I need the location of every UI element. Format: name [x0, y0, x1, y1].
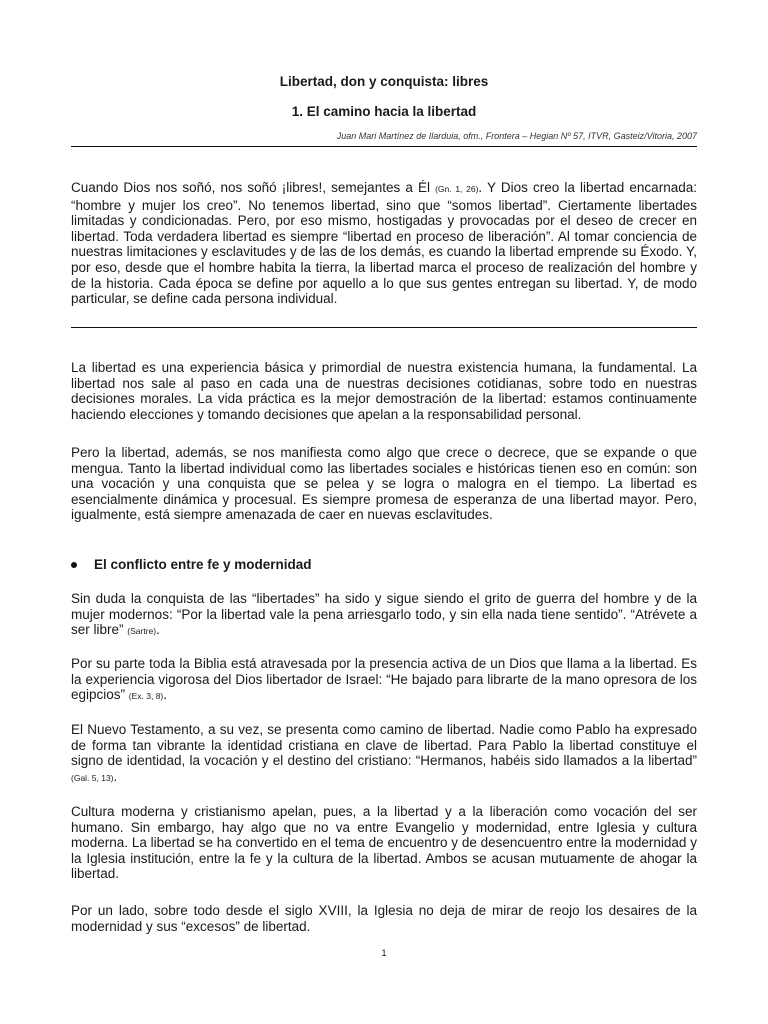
paragraph-3	[71, 591, 697, 640]
intro-text-1: Cuando Dios nos soñó, nos soñó ¡libres!, semejantes a Él	[71, 180, 436, 195]
document-title: Libertad, don y conquista: libres	[279, 74, 489, 89]
intro-text-2: . Y Dios creo la libertad encarnada: “hombre y mujer los creo”. No tenemos libertad, sino que “somos libertad”. Ciertamente libertades limitadas y condicionadas. Pero, por eso mismo, hostigadas y provocadas por el deseo de crecer en libertad. Toda verdadera libertad es siempre “libertad en proceso de liberación”. Al tomar conciencia de nuestras limitaciones y esclavitudes y de las de los demás, es cuando la libertad emprende su Éxodo. Y, por eso, desde que el hombre habita la tierra, la libertad marca el proceso de realización del hombre y de la historia. Cada época se define por aquello a lo que sus gentes entregan su libertad. Y, de modo particular, se define cada persona individual.	[71, 180, 697, 307]
paragraph-2: Pero la libertad, además, se nos manifiesta como algo que crece o decrece, que se expande o que mengua. Tanto la libertad individual como las libertades sociales e históricas tienen eso en común: son una vocación y una conquista que se pelea y se logra o malogra en el tiempo. La libertad es esencialmente dinámica y procesual. Es siempre promesa de esperanza de una libertad mayor. Pero, igualmente, está siempre amenazada de caer en nuevas esclavitudes.	[71, 445, 697, 523]
paragraph-7: Por un lado, sobre todo desde el siglo XVIII, la Iglesia no deja de mirar de reojo los desaires de la modernidad y sus “excesos” de libertad.	[71, 903, 697, 934]
page-number: 1	[381, 948, 387, 958]
intro-ref: (Gn. 1, 26)	[435, 184, 479, 194]
paragraph-6: Cultura moderna y cristianismo apelan, pues, a la libertad y a la liberación como vocación del ser humano. Sin embargo, hay algo que no va entre Evangelio y modernidad, entre Iglesia y cultura moderna. La libertad se ha convertido en el tema de encuentro y de desencuentro entre la modernidad y la Iglesia institución, entre la fe y la cultura de la libertad. Ambos se acusan mutuamente de ahogar la libertad.	[71, 804, 697, 882]
section-title: 1. El camino hacia la libertad	[291, 104, 477, 119]
intro-paragraph	[71, 180, 697, 307]
p5-text-1: El Nuevo Testamento, a su vez, se presenta como camino de libertad. Nadie como Pablo ha expresado de forma tan vibrante la identidad cristiana en clave de libertad. Para Pablo la libertad constituye el signo de identidad, la vocación y el destino del cristiano: “Hermanos, habéis sido llamados a la libertad”	[71, 722, 697, 769]
p4-text-1: Por su parte toda la Biblia está atravesada por la presencia activa de un Dios que llama a la libertad. Es la experiencia vigorosa del Dios libertador de Israel: “He bajado para librarte de la mano opresora de los egipcios”	[71, 656, 697, 703]
paragraph-5	[71, 722, 697, 786]
section-heading	[71, 557, 697, 572]
bullet-icon	[71, 562, 77, 568]
header-divider	[71, 146, 697, 147]
p4-ref: (Ex. 3, 8)	[128, 691, 164, 702]
p5-ref: (Gal. 5, 13)	[71, 772, 114, 783]
paragraph-1: La libertad es una experiencia básica y primordial de nuestra existencia humana, la fundamental. La libertad nos sale al paso en cada una de nuestras decisiones cotidianas, sobre todo en nuestras decisiones morales. La vida práctica es la mejor demostración de la libertad: estamos continuamente haciendo elecciones y tomando decisiones que apelan a la responsabilidad personal.	[71, 360, 697, 422]
p5-text-2: .	[113, 768, 118, 784]
section-heading-text: El conflicto entre fe y modernidad	[94, 557, 312, 572]
paragraph-4	[71, 656, 697, 705]
p3-ref: (Sartre)	[127, 626, 157, 637]
p3-text-1: Sin duda la conquista de las “libertades” ha sido y sigue siendo el grito de guerra del hombre y de la mujer modernos: “Por la libertad vale la pena arriesgarlo todo, y sin ella nada tiene sentido”. “Atrévete a ser libre”	[71, 591, 697, 638]
intro-divider	[71, 327, 697, 328]
p4-text-2: .	[163, 687, 168, 703]
author-byline: Juan Mari Martínez de Ilarduia, ofm., Frontera – Hegian Nº 57, ITVR, Gasteiz/Vitoria, 2007	[336, 131, 697, 141]
p3-text-2: .	[156, 622, 160, 638]
